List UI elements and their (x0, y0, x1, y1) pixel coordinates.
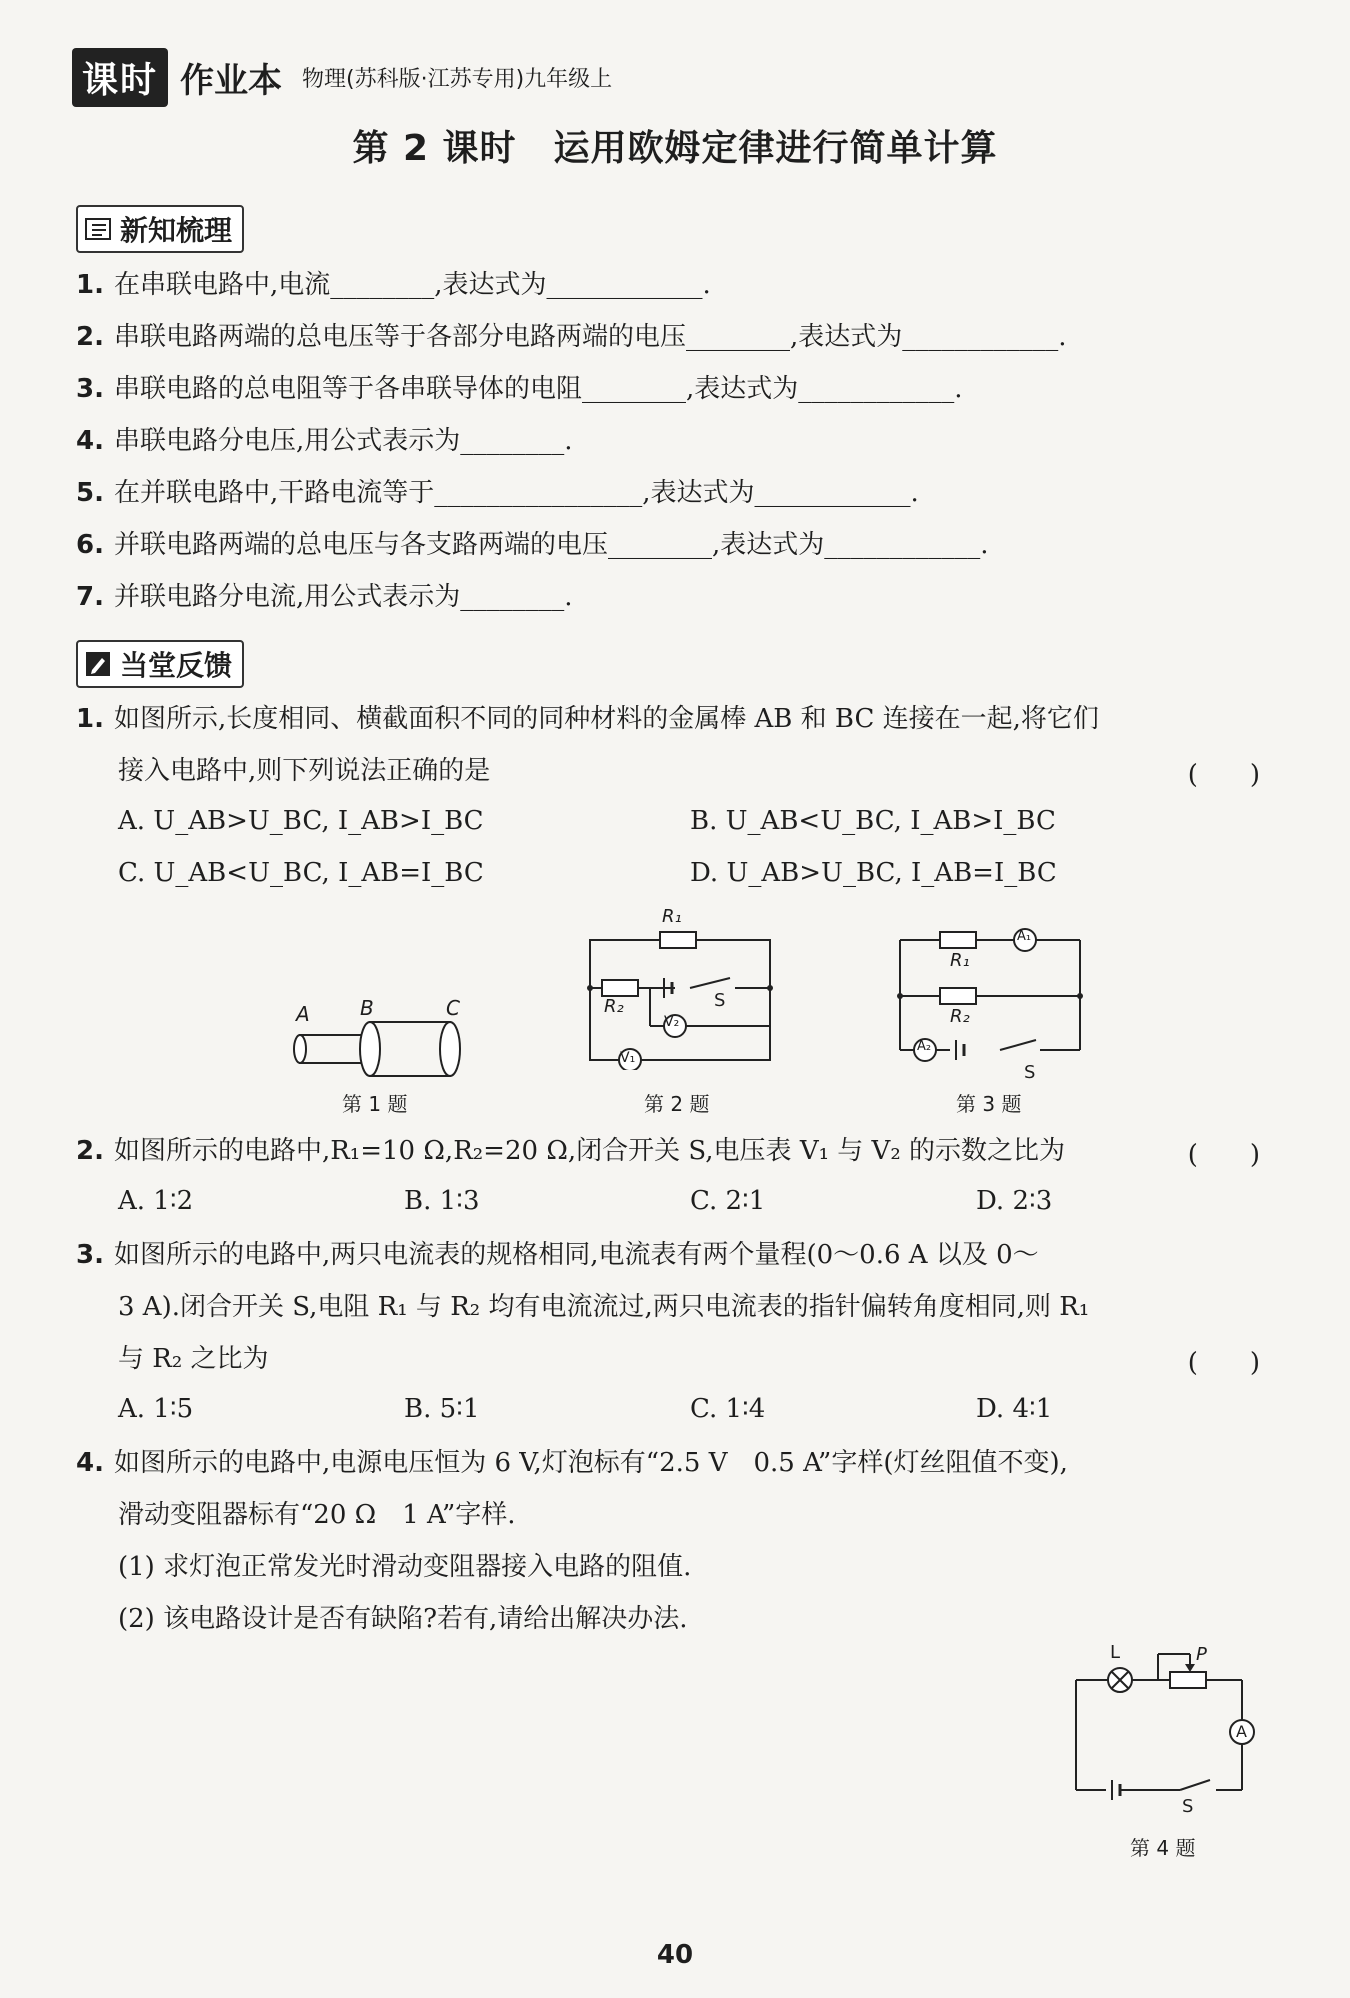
figure-2-circuit (580, 920, 780, 1070)
label-s: S (1182, 1796, 1194, 1817)
question-text: 如图所示的电路中,R₁=10 Ω,R₂=20 Ω,闭合开关 S,电压表 V₁ 与 V₂ 的示数之比为 (113, 1136, 1066, 1166)
section-header-new-knowledge (76, 205, 244, 253)
header (72, 48, 612, 107)
knowledge-item (76, 424, 573, 458)
option-b: B. U_AB<U_BC, I_AB>I_BC (690, 806, 1056, 836)
label-a: A (296, 1002, 310, 1026)
section-header-feedback (76, 640, 244, 688)
subject-label: 物理(苏科版·江苏专用)九年级上 (302, 67, 613, 92)
book-icon (84, 215, 112, 243)
question-1-cont: 接入电路中,则下列说法正确的是 (118, 756, 491, 786)
option-c: C. 1∶4 (690, 1394, 766, 1424)
item-text: 串联电路的总电阻等于各串联导体的电阻________,表达式为____________. (113, 374, 963, 404)
label-s: S (1024, 1062, 1036, 1083)
sub-question-1: (1) 求灯泡正常发光时滑动变阻器接入电路的阻值. (118, 1552, 692, 1582)
question-1 (76, 702, 1099, 736)
option-c: C. 2∶1 (690, 1186, 766, 1216)
section-title: 当堂反馈 (120, 649, 233, 682)
item-number: 3. (76, 374, 104, 404)
question-2 (76, 1134, 1065, 1168)
knowledge-item (76, 268, 711, 302)
knowledge-item (76, 528, 989, 562)
label-ammeter: A (1236, 1722, 1247, 1741)
label-c: C (446, 996, 460, 1020)
label-r2: R₂ (604, 996, 624, 1017)
question-text: 如图所示的电路中,两只电流表的规格相同,电流表有两个量程(0～0.6 A 以及 0～ (113, 1240, 1039, 1270)
label-r1: R₁ (950, 950, 970, 971)
item-number: 1. (76, 270, 104, 300)
logo: 课时 (72, 48, 168, 107)
label-r1: R₁ (662, 906, 682, 927)
page-number: 40 (656, 1940, 694, 1970)
option-c: C. U_AB<U_BC, I_AB=I_BC (118, 858, 484, 888)
option-a: A. U_AB>U_BC, I_AB>I_BC (118, 806, 484, 836)
item-number: 2. (76, 322, 104, 352)
label-r2: R₂ (950, 1006, 970, 1027)
sub-question-2: (2) 该电路设计是否有缺陷?若有,请给出解决办法. (118, 1604, 688, 1634)
option-b: B. 5∶1 (404, 1394, 480, 1424)
item-text: 串联电路分电压,用公式表示为________. (113, 426, 573, 456)
question-text: 如图所示的电路中,电源电压恒为 6 V,灯泡标有“2.5 V 0.5 A”字样(灯丝阻值不变), (113, 1448, 1068, 1478)
question-number: 3. (76, 1240, 104, 1270)
brand-name: 作业本 (180, 61, 283, 101)
figure-3-circuit (880, 920, 1100, 1070)
question-text: 如图所示,长度相同、横截面积不同的同种材料的金属棒 AB 和 BC 连接在一起,将它们 (113, 704, 1099, 734)
section-title: 新知梳理 (120, 214, 233, 247)
option-d: D. 4∶1 (976, 1394, 1053, 1424)
question-number: 4. (76, 1448, 104, 1478)
answer-parentheses: ( ) (1187, 1140, 1260, 1170)
knowledge-item (76, 320, 1067, 354)
label-lamp: L (1110, 1642, 1121, 1663)
option-a: A. 1∶2 (118, 1186, 194, 1216)
item-text: 并联电路分电流,用公式表示为________. (113, 582, 573, 612)
item-number: 7. (76, 582, 104, 612)
option-d: D. 2∶3 (976, 1186, 1053, 1216)
answer-parentheses: ( ) (1187, 1348, 1260, 1378)
knowledge-item (76, 476, 919, 510)
figure-1-caption: 第 1 题 (342, 1092, 408, 1116)
label-a1: A₁ (1017, 929, 1032, 944)
pencil-icon (84, 650, 112, 678)
page-title: 第 2 课时 运用欧姆定律进行简单计算 (352, 128, 998, 169)
item-number: 5. (76, 478, 104, 508)
item-text: 并联电路两端的总电压与各支路两端的电压________,表达式为____________. (113, 530, 989, 560)
option-d: D. U_AB>U_BC, I_AB=I_BC (690, 858, 1057, 888)
item-text: 在串联电路中,电流________,表达式为____________. (113, 270, 711, 300)
question-3-cont: 与 R₂ 之比为 (118, 1344, 269, 1374)
knowledge-item (76, 372, 963, 406)
label-v1: V₁ (620, 1050, 636, 1066)
label-slider: P (1196, 1644, 1207, 1665)
question-3-cont: 3 A).闭合开关 S,电阻 R₁ 与 R₂ 均有电流流过,两只电流表的指针偏转角度相同,则 R₁ (118, 1292, 1090, 1322)
figure-2-caption: 第 2 题 (644, 1092, 710, 1116)
question-4-cont: 滑动变阻器标有“20 Ω 1 A”字样. (118, 1500, 516, 1530)
answer-parentheses: ( ) (1187, 760, 1260, 790)
option-a: A. 1∶5 (118, 1394, 194, 1424)
knowledge-item (76, 580, 573, 614)
label-b: B (360, 996, 374, 1020)
figure-4-caption: 第 4 题 (1130, 1836, 1196, 1860)
item-text: 在并联电路中,干路电流等于________________,表达式为____________. (113, 478, 919, 508)
label-s: S (714, 990, 726, 1011)
question-number: 1. (76, 704, 104, 734)
figure-3-caption: 第 3 题 (956, 1092, 1022, 1116)
label-v2: V₂ (664, 1014, 680, 1030)
item-number: 6. (76, 530, 104, 560)
question-4 (76, 1446, 1068, 1480)
question-3 (76, 1238, 1039, 1272)
item-text: 串联电路两端的总电压等于各部分电路两端的电压________,表达式为____________. (113, 322, 1067, 352)
question-number: 2. (76, 1136, 104, 1166)
item-number: 4. (76, 426, 104, 456)
option-b: B. 1∶3 (404, 1186, 480, 1216)
label-a2: A₂ (917, 1039, 932, 1054)
